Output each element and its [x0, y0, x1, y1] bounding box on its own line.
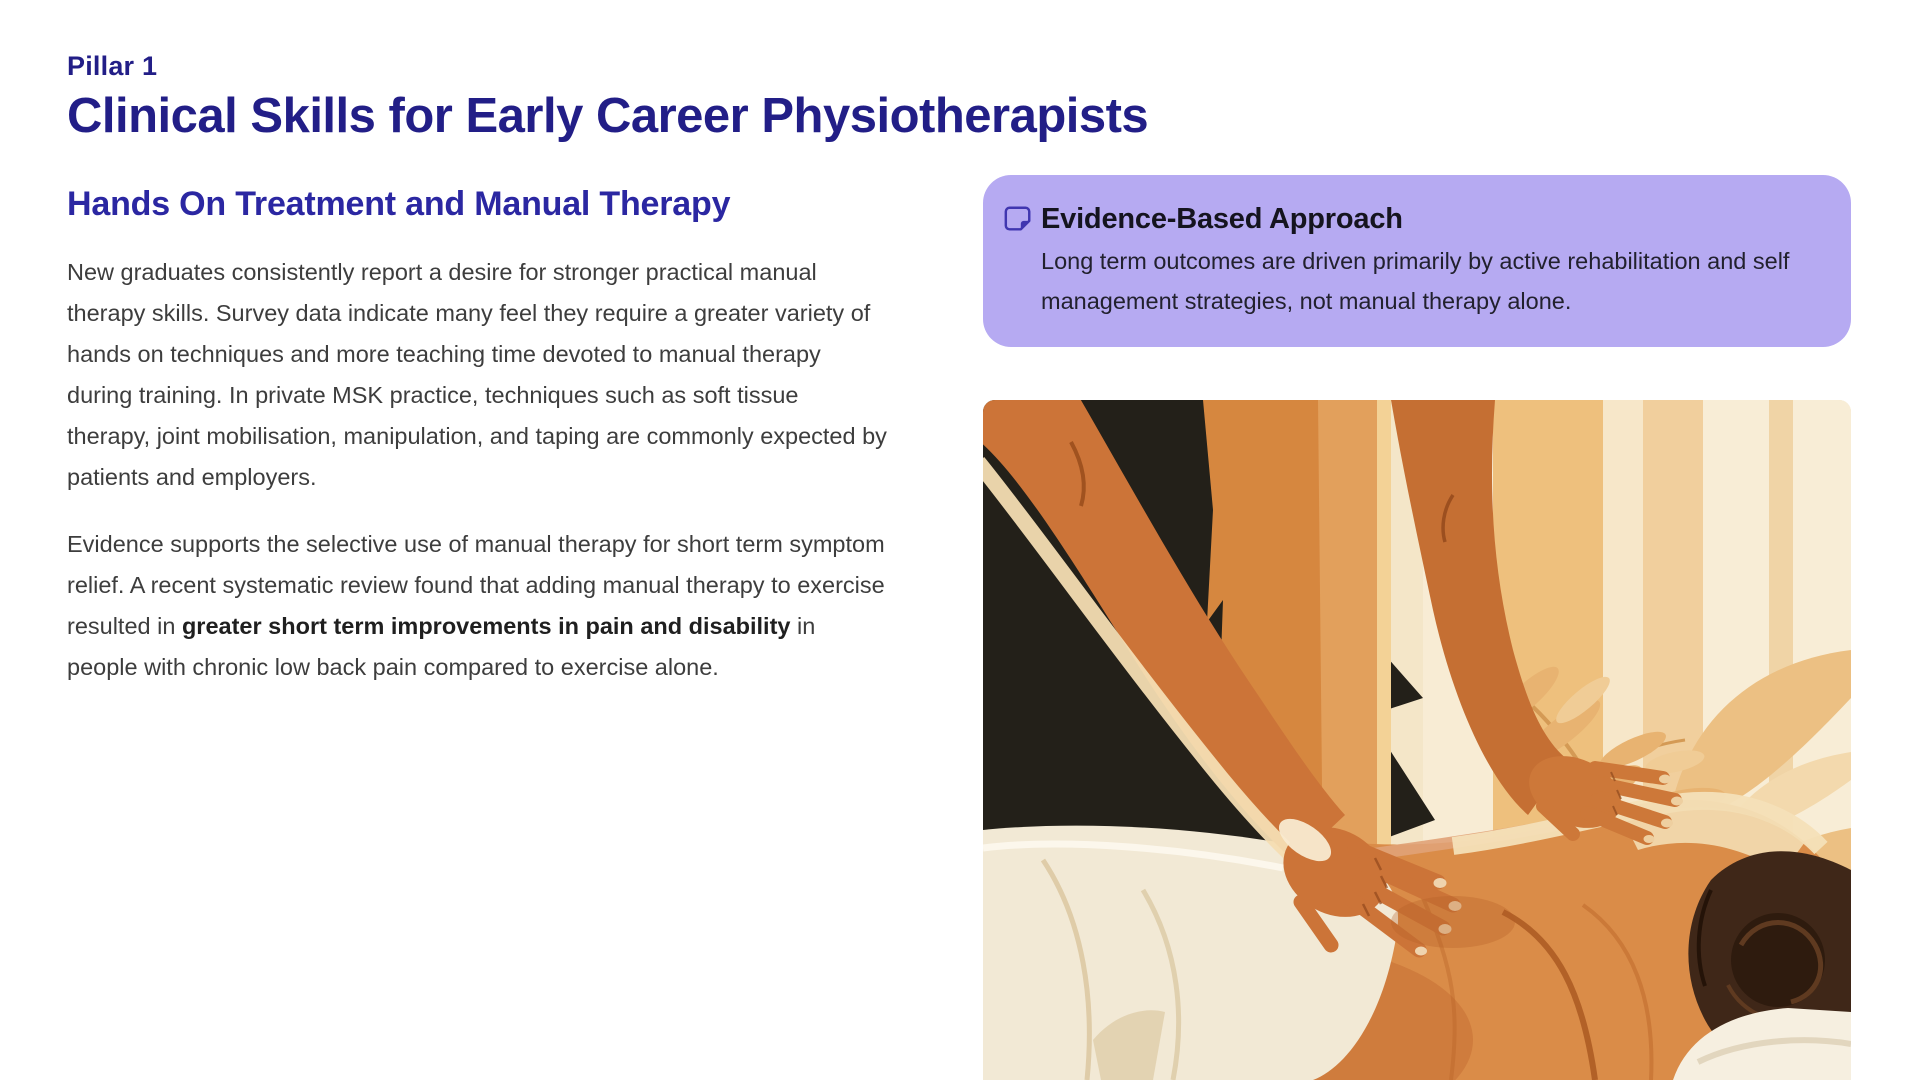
paragraph-2-post: in people with chronic low back pain compared to exercise alone. [67, 613, 816, 680]
paragraph-2-pre: Evidence supports the selective use of manual therapy for short term symptom relief. A recent systematic review found that adding manual therapy to exercise resulted in [67, 531, 885, 639]
evidence-callout-card [983, 175, 1851, 347]
pillar-eyebrow: Pillar 1 [67, 51, 158, 81]
callout-title: Evidence-Based Approach [1041, 203, 1403, 235]
paragraph-1 [67, 252, 887, 498]
paragraph-2-bold: greater short term improvements in pain and disability [181, 613, 791, 639]
callout-body: Long term outcomes are driven primarily by active rehabilitation and self management strategies, not manual therapy alone. [1041, 248, 1790, 314]
paragraph-1-text: New graduates consistently report a desire for stronger practical manual therapy skills. Survey data indicate many feel they require a greater variety of hands on techniques and more teaching time devoted to manual therapy during training. In private MSK practice, techniques such as soft tissue therapy, joint mobilisation, manipulation, and taping are commonly expected by patients and employers. [67, 259, 887, 490]
slide-header [67, 48, 1567, 146]
text-column [67, 182, 902, 688]
massage-illustration [983, 400, 1851, 1080]
paragraph-2 [67, 524, 887, 688]
sticky-note-icon [1003, 204, 1033, 234]
section-heading: Hands On Treatment and Manual Therapy [67, 185, 731, 223]
page-title: Clinical Skills for Early Career Physiotherapists [67, 89, 1149, 143]
